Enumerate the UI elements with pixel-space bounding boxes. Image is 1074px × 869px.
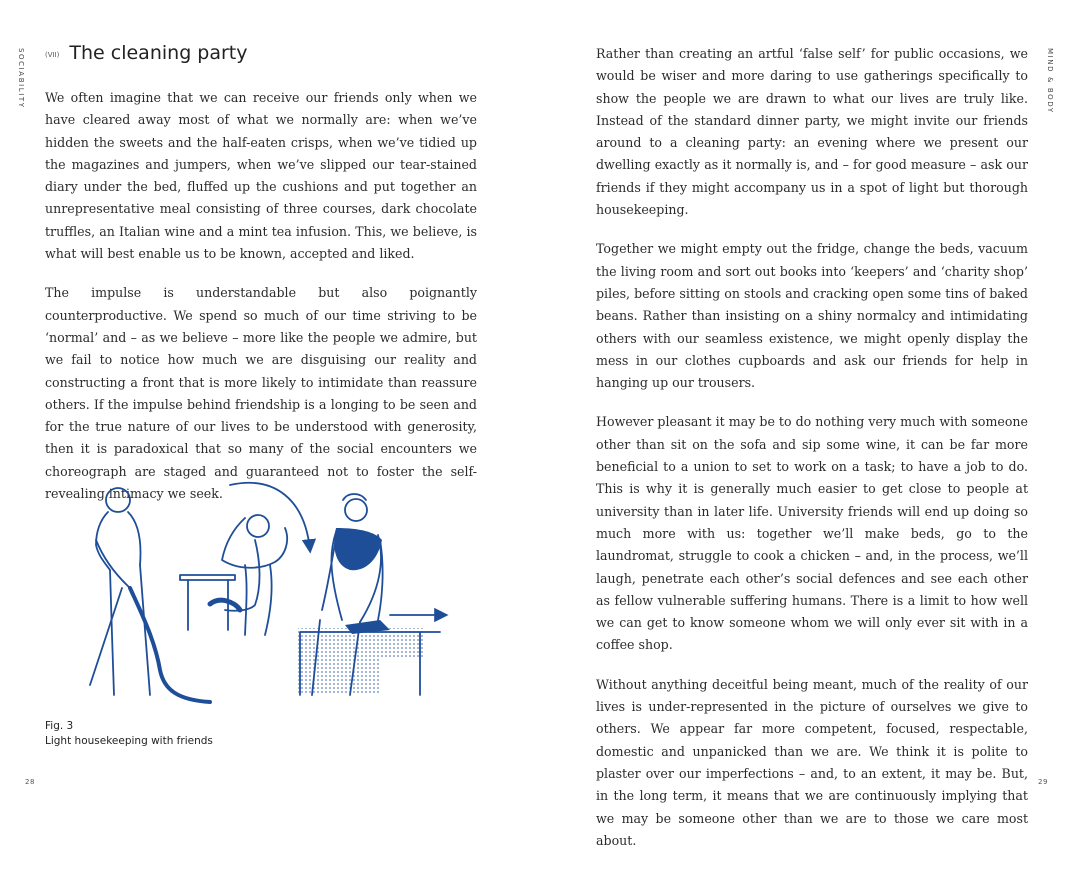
running-head-right: MIND & BODY (1046, 48, 1054, 114)
paragraph: The impulse is understandable but also poignantly counterproductive. We spend so much of our time striving to be ‘normal’ and – as we believe – more like the people we admire, but we fail to notice how much we are disguising our reality and constructing a front that is more likely to intimidate than reassure others. If the impulse behind friendship is a longing to be seen and for the true nature of our lives to be understood with generosity, then it is paradoxical that so many of the social encounters we choreograph are staged and guaranteed not to foster the self-revealing intimacy we seek. (45, 285, 477, 502)
right-column (596, 43, 1028, 869)
chapter-number: (VII) (45, 51, 60, 59)
paragraph: Together we might empty out the fridge, change the beds, vacuum the living room and sort out books into ‘keepers’ and ‘charity shop’ piles, before sitting on stools and cracking open some tins of baked beans. Rather than insisting on a shiny normalcy and intimidating others with our seamless existence, we might openly display the mess in our clothes cupboards and ask our friends for help in hanging up our trousers. (596, 241, 1028, 391)
paragraph: Rather than creating an artful ‘false self’ for public occasions, we would be wiser and more daring to use gatherings specifically to show the people we are drawn to what our lives are truly like. Instead of the standard dinner party, we might invite our friends around to a cleaning party: an evening where we present our dwelling exactly as it normally is, and – for good measure – ask our friends if they might accompany us in a spot of light but thorough housekeeping. (596, 46, 1028, 218)
figure-caption-text: Light housekeeping with friends (45, 735, 213, 747)
running-head-left: SOCIABILITY (17, 48, 25, 109)
figure-caption (45, 719, 213, 749)
paragraph: Without anything deceitful being meant, much of the reality of our lives is under-represented in the picture of ourselves we give to others. We appear far more competent, focused, respectable, domestic and unpanicked than we are. We think it is polite to plaster over our imperfections – and, to an extent, it may be. But, in the long term, it means that we are continuously implying that we may be someone other than we are to those we care most about. (596, 676, 1028, 848)
cleaning-illustration (60, 470, 460, 710)
page-number-left: 28 (25, 778, 35, 786)
chapter-header (45, 42, 248, 64)
left-column (45, 87, 477, 522)
chapter-title: The cleaning party (69, 42, 248, 64)
paragraph: However pleasant it may be to do nothing very much with someone other than sit on the sofa and sip some wine, it can be far more beneficial to a union to set to work on a task; to have a job to do. This is why it is generally much easier to get close to people at university than in later life. University friends will end up doing so much more with us: together we’ll make beds, go to the laundromat, struggle to cook a chicken – and, in the process, we’ll laugh, penetrate each other’s social defences and see each other as fellow vulnerable suffering humans. There is a limit to how well we can get to know someone whom we will only ever sit with in a coffee shop. (596, 414, 1028, 653)
paragraph: We often imagine that we can receive our friends only when we have cleared away most of what we normally are: when we’ve hidden the sweets and the half-eaten crisps, when we’ve tidied up the magazines and jumpers, when we’ve slipped our tear-stained diary under the bed, fluffed up the cushions and put together an unrepresentative meal consisting of three courses, dark chocolate truffles, an Italian wine and a mint tea infusion. This, we believe, is what will best enable us to be known, accepted and liked. (45, 90, 477, 262)
figure-number: Fig. 3 (45, 720, 74, 732)
page-number-right: 29 (1038, 778, 1048, 786)
